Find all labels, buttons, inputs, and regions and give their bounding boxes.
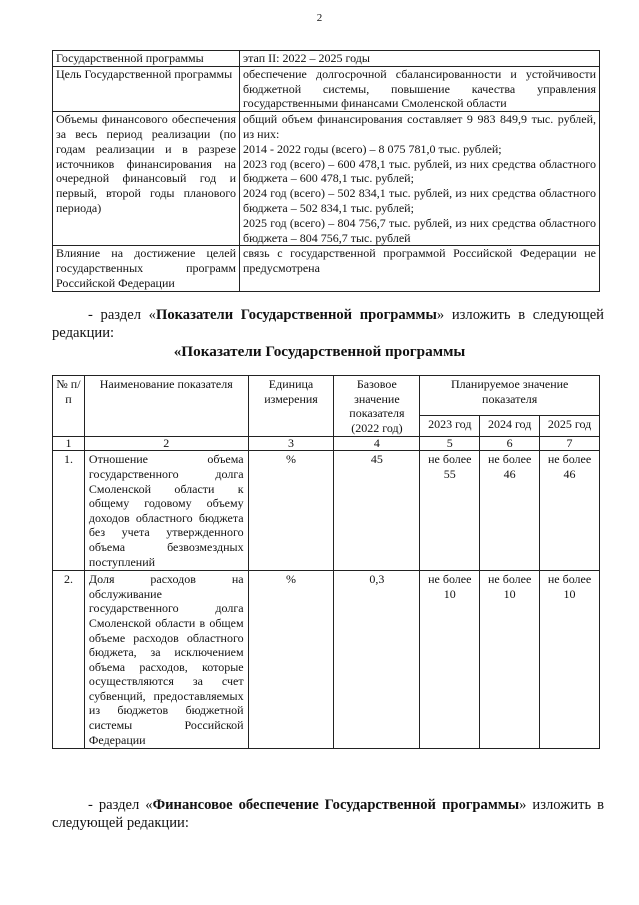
passport-row (53, 66, 600, 111)
section-title: Показатели Государственной программы (155, 307, 437, 323)
section-finance-instruction (52, 796, 604, 832)
column-number-row (53, 437, 600, 451)
passport-label: Цель Государственной программы (53, 66, 240, 111)
header-planned: Планируемое значение показателя (420, 376, 600, 416)
row-unit: % (248, 571, 334, 749)
passport-value-line: 2025 год (всего) – 804 756,7 тыс. рублей, из них средства областного бюджета – 804 756,7 тыс. рублей (243, 215, 596, 245)
section-prefix: - раздел « (88, 797, 153, 813)
passport-label: Объемы финансового обеспечения за весь период реализации (по годам реализации и в разрезе источников финансирования на очередной финансовый год и первый, второй годы планового периода) (53, 112, 240, 246)
row-2025: не более 46 (540, 451, 600, 571)
passport-table (52, 50, 600, 292)
passport-row (53, 246, 600, 291)
row-base: 0,3 (334, 571, 420, 749)
column-number: 2 (84, 437, 248, 451)
header-base: Базовое значение показателя (2022 год) (334, 376, 420, 437)
header-unit: Единица измерения (248, 376, 334, 437)
column-number: 1 (53, 437, 85, 451)
row-2024: не более 46 (480, 451, 540, 571)
passport-value (240, 66, 600, 111)
header-year-2023: 2023 год (420, 415, 480, 437)
section-title: Финансовое обеспечение Государственной программы (152, 797, 520, 813)
indicators-table (52, 375, 600, 749)
indicators-heading: «Показатели Государственной программы (173, 343, 466, 360)
passport-value (240, 51, 600, 67)
section-indicators-instruction (52, 306, 604, 342)
passport-row (53, 112, 600, 246)
passport-value-line: 2023 год (всего) – 600 478,1 тыс. рублей, из них средства областного бюджета – 600 478,1 тыс. рублей; (243, 156, 596, 186)
section-prefix: - раздел « (88, 307, 156, 323)
row-num: 2. (53, 571, 85, 749)
column-number: 3 (248, 437, 334, 451)
passport-row (53, 51, 600, 67)
table-row (53, 451, 600, 571)
header-year-2025: 2025 год (540, 415, 600, 437)
section-suffix: » изложить в следующей редакции: (52, 307, 604, 341)
passport-value (240, 246, 600, 291)
column-number: 6 (480, 437, 540, 451)
passport-label: Государственной программы (53, 51, 240, 67)
page-number: 2 (316, 12, 323, 24)
header-num: № п/п (53, 376, 85, 437)
column-number: 4 (334, 437, 420, 451)
row-base: 45 (334, 451, 420, 571)
table-row (53, 571, 600, 749)
header-name: Наименование показателя (84, 376, 248, 437)
section-suffix: » изложить в следующей редакции: (52, 797, 605, 831)
passport-value-line: обеспечение долгосрочной сбалансированности и устойчивости бюджетной системы, повышение качества управления государственными финансами Смоленской области (243, 66, 596, 111)
column-number: 7 (540, 437, 600, 451)
row-unit: % (248, 451, 334, 571)
row-num: 1. (53, 451, 85, 571)
row-2023: не более 10 (420, 571, 480, 749)
row-name: Отношение объема государственного долга Смоленской области к общему годовому объему доходов областного бюджета без учета утвержденного объема безвозмездных поступлений (84, 451, 248, 571)
passport-value-line: 2014 - 2022 годы (всего) – 8 075 781,0 тыс. рублей; (243, 141, 502, 156)
row-2025: не более 10 (540, 571, 600, 749)
row-2024: не более 10 (480, 571, 540, 749)
passport-value-line: общий объем финансирования составляет 9 983 849,9 тыс. рублей, из них: (243, 112, 596, 141)
column-number: 5 (420, 437, 480, 451)
passport-value-line: этап II: 2022 – 2025 годы (243, 51, 370, 65)
passport-value-line: связь с государственной программой Российской Федерации не предусмотрена (243, 246, 596, 276)
row-name: Доля расходов на обслуживание государственного долга Смоленской области в общем объеме расходов областного бюджета, за исключением объема расходов, которые осуществляются за счет субвенций, предоставляемых из бюджетов бюджетной системы Российской Федерации (84, 571, 248, 749)
passport-label: Влияние на достижение целей государственных программ Российской Федерации (53, 246, 240, 291)
passport-value-line: 2024 год (всего) – 502 834,1 тыс. рублей, из них средства областного бюджета – 502 834,1 тыс. рублей; (243, 186, 596, 215)
table-header-row (53, 376, 600, 416)
row-2023: не более 55 (420, 451, 480, 571)
header-year-2024: 2024 год (480, 415, 540, 437)
passport-value (240, 112, 600, 246)
